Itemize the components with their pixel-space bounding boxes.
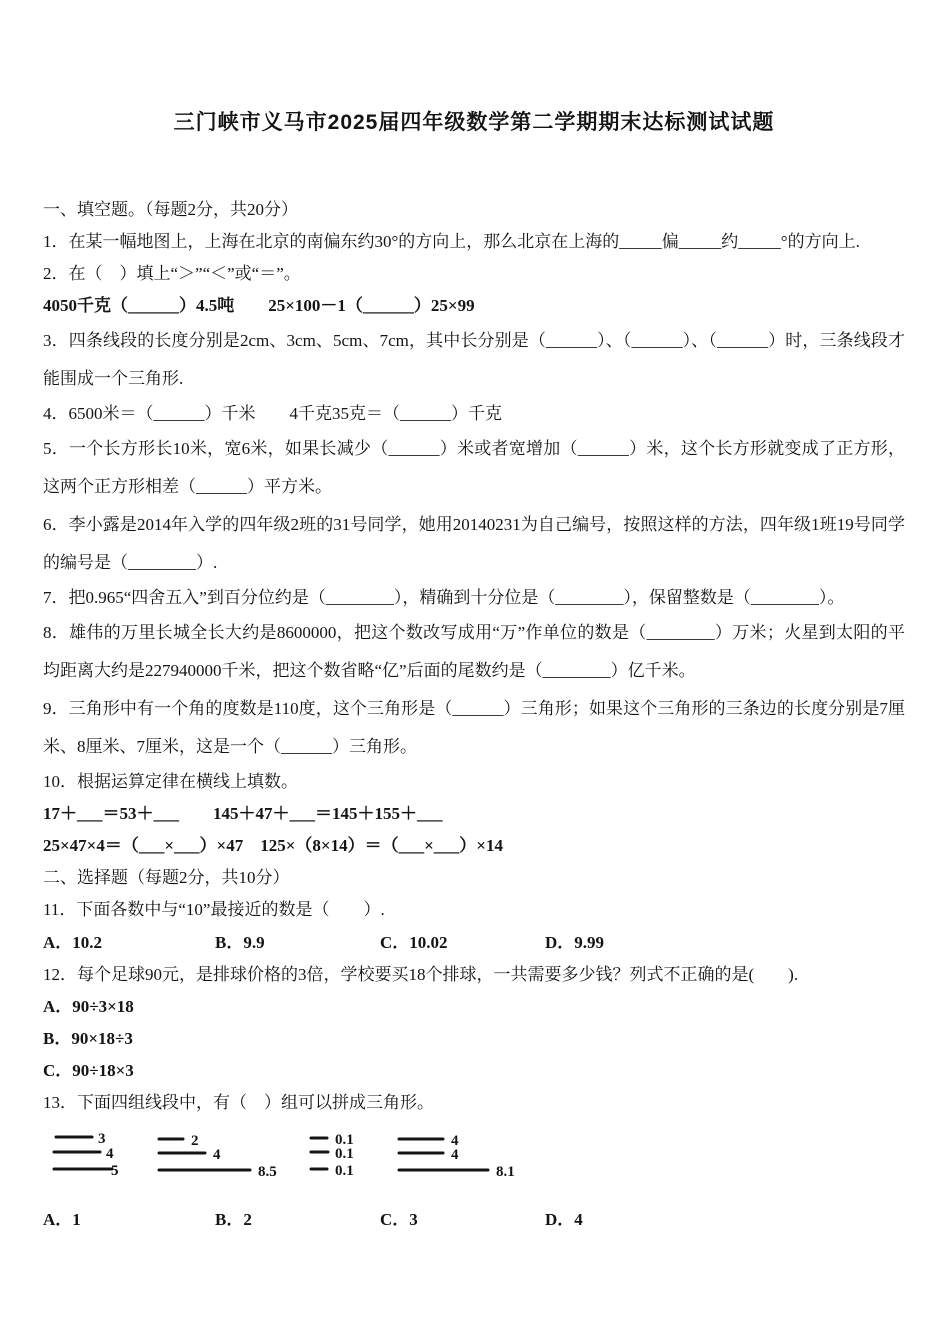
question-11-options [43, 926, 905, 959]
segment-group-3 [311, 1132, 354, 1179]
option-d: D．4 [545, 1210, 583, 1229]
segment-label: 8.5 [258, 1164, 277, 1180]
question-13-options [43, 1203, 905, 1236]
segment-label: 2 [191, 1133, 199, 1149]
segment-label: 0.1 [335, 1146, 354, 1162]
option-b: B．2 [215, 1210, 252, 1229]
question-13: 13．下面四组线段中，有（ ）组可以拼成三角形。 [43, 1093, 434, 1112]
question-10-line2: 25×47×4＝（___×___）×47 125×（8×14）＝（___×___）×14 [43, 836, 503, 855]
question-1: 1．在某一幅地图上，上海在北京的南偏东约30°的方向上，那么北京在上海的_____偏_____约_____°的方向上. [43, 232, 860, 251]
segment-label: 4 [451, 1147, 459, 1163]
segment-label: 0.1 [335, 1163, 354, 1179]
segment-group-1 [54, 1131, 119, 1179]
question-3: 3．四条线段的长度分别是2cm、3cm、5cm、7cm，其中长分别是（______）、（______）、（______）时，三条线段才能围成一个三角形. [43, 331, 905, 388]
question-12-option-a: A．90÷3×18 [43, 997, 134, 1016]
option-b: B．9.9 [215, 933, 265, 952]
question-7: 7．把0.965“四舍五入”到百分位约是（________），精确到十分位是（________），保留整数是（________）。 [43, 588, 845, 607]
option-a: A．10.2 [43, 933, 103, 952]
line-segments-diagram [47, 1123, 567, 1195]
segment-group-4 [399, 1133, 515, 1180]
question-5: 5．一个长方形长10米，宽6米，如果长减少（______）米或者宽增加（______）米，这个长方形就变成了正方形，这两个正方形相差（______）平方米。 [43, 439, 905, 496]
option-c: C．10.02 [380, 933, 448, 952]
section1-heading: 一、填空题。（每题2分，共20分） [43, 200, 298, 219]
question-10: 10．根据运算定律在横线上填数。 [43, 772, 298, 791]
question-2-expressions: 4050千克（______）4.5吨 25×100－1（______）25×99 [43, 296, 475, 315]
segment-label: 5 [111, 1163, 119, 1179]
question-12: 12．每个足球90元，是排球价格的3倍，学校要买18个排球，一共需要多少钱？列式不正确的是( ). [43, 965, 799, 984]
question-11: 11．下面各数中与“10”最接近的数是（ ）. [43, 900, 385, 919]
page-title: 三门峡市义马市2025届四年级数学第二学期期末达标测试试题 [173, 111, 775, 134]
question-6: 6．李小露是2014年入学的四年级2班的31号同学，她用20140231为自己编号，按照这样的方法，四年级1班19号同学的编号是（________）. [43, 515, 905, 572]
question-10-line1: 17＋___＝53＋___ 145＋47＋___＝145＋155＋___ [43, 804, 443, 823]
question-12-option-c: C．90÷18×3 [43, 1061, 134, 1080]
question-8: 8．雄伟的万里长城全长大约是8600000，把这个数改写成用“万”作单位的数是（________）万米；火星到太阳的平均距离大约是227940000千米，把这个数省略“亿”后面的尾数约是（________）亿千米。 [43, 623, 905, 680]
segment-label: 3 [98, 1131, 106, 1147]
option-a: A．1 [43, 1210, 81, 1229]
option-d: D．9.99 [545, 933, 605, 952]
option-c: C．3 [380, 1210, 418, 1229]
segment-label: 4 [106, 1146, 114, 1162]
question-9: 9．三角形中有一个角的度数是110度，这个三角形是（______）三角形；如果这个三角形的三条边的长度分别是7厘米、8厘米、7厘米，这是一个（______）三角形。 [43, 699, 905, 756]
segment-label: 4 [213, 1147, 221, 1163]
question-2: 2．在（ ）填上“＞”“＜”或“＝”。 [43, 264, 301, 283]
segment-label: 0.1 [335, 1132, 354, 1148]
segment-label: 4 [451, 1133, 459, 1149]
question-4: 4．6500米＝（______）千米 4千克35克＝（______）千克 [43, 404, 502, 423]
segment-group-2 [159, 1133, 277, 1180]
question-12-option-b: B．90×18÷3 [43, 1029, 133, 1048]
section2-heading: 二、选择题（每题2分，共10分） [43, 868, 290, 887]
segment-label: 8.1 [496, 1164, 515, 1180]
